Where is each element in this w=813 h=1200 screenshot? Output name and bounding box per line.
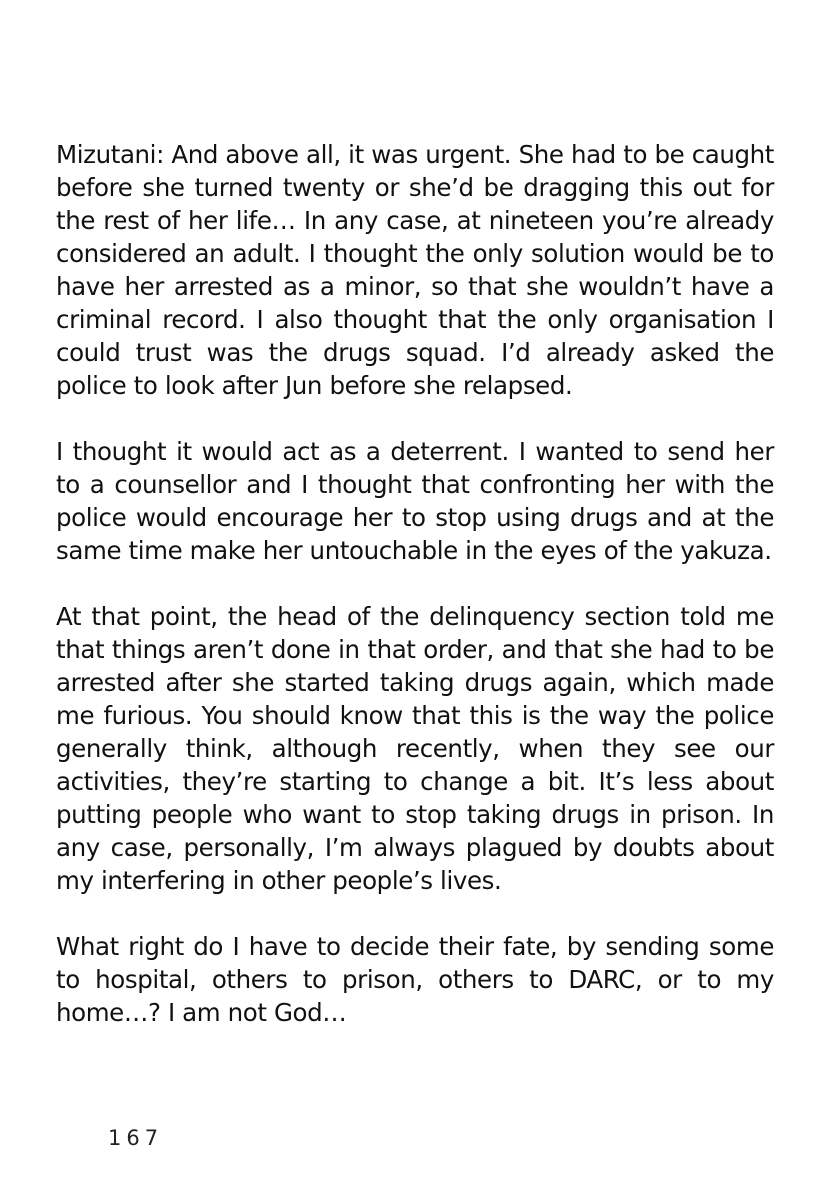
page-number: 167 [108, 1126, 164, 1150]
body-text [56, 138, 774, 1029]
paragraph-4: What right do I have to decide their fate, by sending some to hospital, others to prison, others to DARC, or to my home…? I am not God… [56, 932, 774, 1027]
paragraph-1: Mizutani: And above all, it was urgent. She had to be caught before she turned twenty or she’d be dragging this out for the rest of her life… In any case, at nineteen you’re already considered an adult. I thought the only solution would be to have her arrested as a minor, so that she wouldn’t have a criminal record. I also thought that the only organisation I could trust was the drugs squad. I’d already asked the police to look after Jun before she relapsed. [56, 140, 774, 400]
paragraph-3: At that point, the head of the delinquency section told me that things aren’t done in that order, and that she had to be arrested after she started taking drugs again, which made me furious. You should know that this is the way the police generally think, although recently, when they see our activities, they’re starting to change a bit. It’s less about putting people who want to stop taking drugs in prison. In any case, personally, I’m always plagued by doubts about my interfering in other people’s lives. [56, 602, 774, 895]
paragraph-2: I thought it would act as a deterrent. I wanted to send her to a counsellor and I thought that confronting her with the police would encourage her to stop using drugs and at the same time make her untouchable in the eyes of the yakuza. [56, 437, 774, 565]
